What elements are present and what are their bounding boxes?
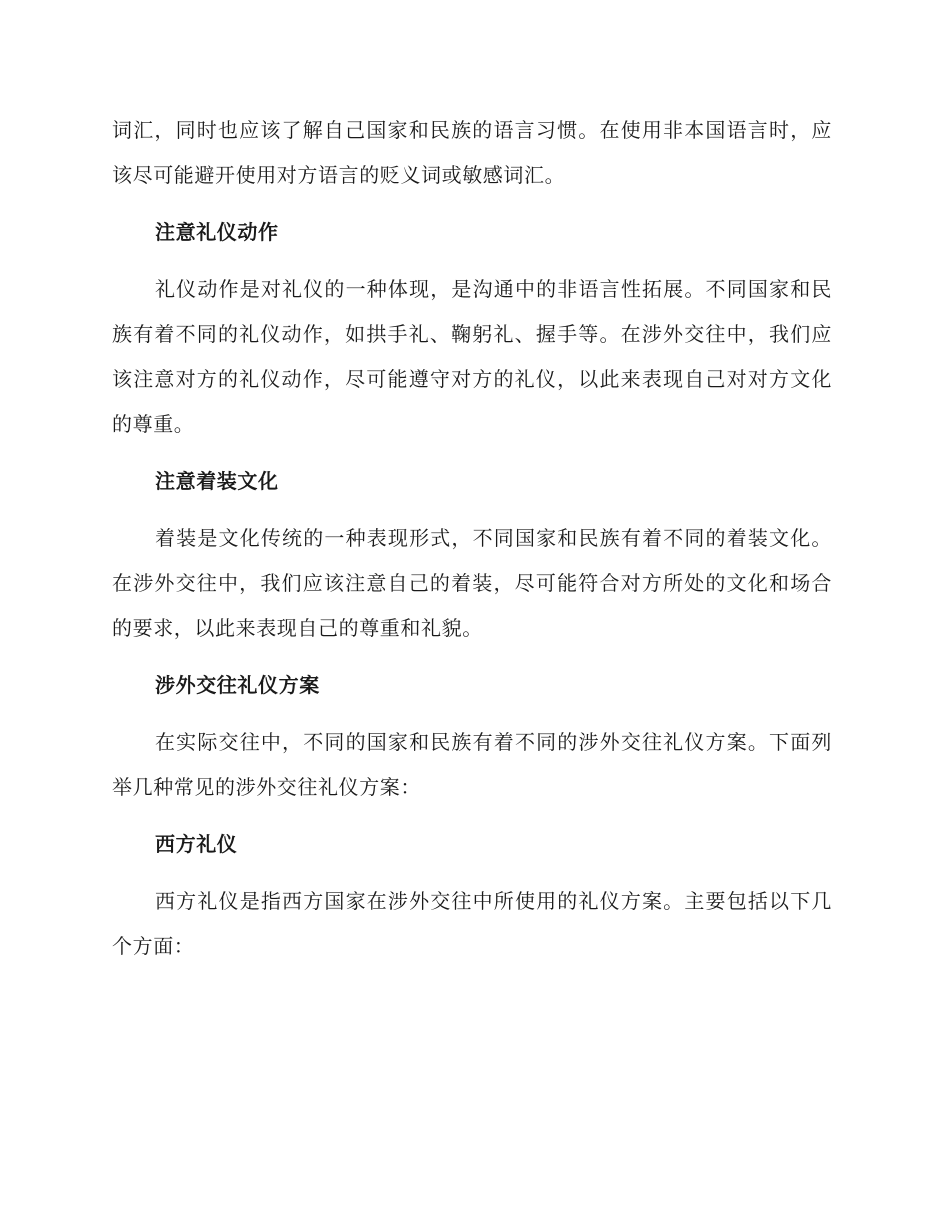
spacer bbox=[112, 198, 832, 210]
heading-foreign-etiquette-plan: 涉外交往礼仪方案 bbox=[155, 673, 320, 697]
spacer bbox=[112, 708, 832, 720]
spacer bbox=[112, 867, 832, 879]
paragraph-dress-culture: 着装是文化传统的一种表现形式，不同国家和民族有着不同的着装文化。在涉外交往中，我们应该注意自己的着装，尽可能符合对方所处的文化和场合的要求，以此来表现自己的尊重和礼貌。 bbox=[112, 526, 832, 640]
spacer bbox=[112, 447, 832, 459]
spacer bbox=[112, 504, 832, 516]
document-page bbox=[112, 108, 832, 969]
paragraph-western-etiquette: 西方礼仪是指西方国家在涉外交往中所使用的礼仪方案。主要包括以下几个方面： bbox=[112, 889, 832, 958]
spacer bbox=[112, 255, 832, 267]
spacer bbox=[112, 810, 832, 822]
heading-etiquette-gestures: 注意礼仪动作 bbox=[155, 220, 279, 244]
spacer bbox=[112, 651, 832, 663]
heading-western-etiquette: 西方礼仪 bbox=[155, 832, 238, 856]
paragraph-foreign-etiquette-plan: 在实际交往中，不同的国家和民族有着不同的涉外交往礼仪方案。下面列举几种常见的涉外交往礼仪方案： bbox=[112, 730, 832, 799]
heading-dress-culture: 注意着装文化 bbox=[155, 469, 279, 493]
paragraph-etiquette-gestures: 礼仪动作是对礼仪的一种体现，是沟通中的非语言性拓展。不同国家和民族有着不同的礼仪动作，如拱手礼、鞠躬礼、握手等。在涉外交往中，我们应该注意对方的礼仪动作，尽可能遵守对方的礼仪，以此来表现自己对对方文化的尊重。 bbox=[112, 277, 832, 436]
paragraph-language-habits: 词汇，同时也应该了解自己国家和民族的语言习惯。在使用非本国语言时，应该尽可能避开使用对方语言的贬义词或敏感词汇。 bbox=[112, 118, 832, 187]
